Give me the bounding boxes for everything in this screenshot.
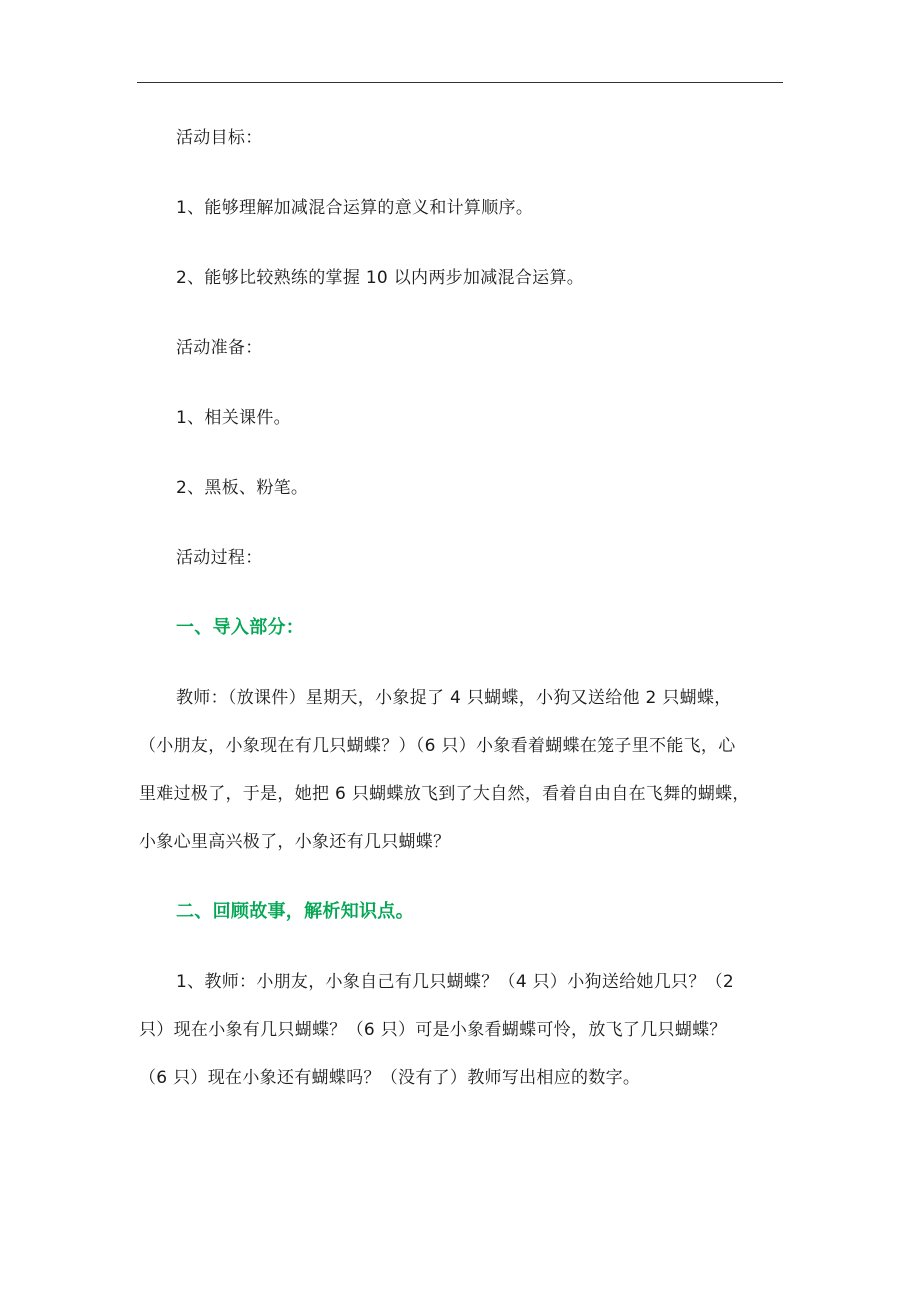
paragraph-line: （小朋友，小象现在有几只蝴蝶？）（6 只）小象看着蝴蝶在笼子里不能飞，心	[139, 736, 736, 756]
paragraph-line: （6 只）现在小象还有蝴蝶吗？（没有了）教师写出相应的数字。	[139, 1068, 641, 1088]
section-label-process: 活动过程：	[176, 548, 263, 568]
paragraph-line: 教师：（放课件）星期天，小象捉了 4 只蝴蝶，小狗又送给他 2 只蝴蝶，	[176, 688, 732, 708]
goal-item-2: 2、能够比较熟练的掌握 10 以内两步加减混合运算。	[176, 268, 585, 288]
paragraph-line: 里难过极了，于是，她把 6 只蝴蝶放飞到了大自然，看着自由自在飞舞的蝴蝶，	[139, 784, 750, 804]
preparation-item-2: 2、黑板、粉笔。	[176, 478, 309, 498]
section-label-goals: 活动目标：	[176, 128, 263, 148]
heading-introduction: 一、导入部分：	[176, 617, 305, 638]
goal-item-1: 1、能够理解加减混合运算的意义和计算顺序。	[176, 198, 534, 218]
preparation-item-1: 1、相关课件。	[176, 408, 291, 428]
section-label-preparation: 活动准备：	[176, 338, 263, 358]
paragraph-line: 只）现在小象有几只蝴蝶？（6 只）可是小象看蝴蝶可怜，放飞了几只蝴蝶？	[139, 1020, 727, 1040]
paragraph-line: 小象心里高兴极了，小象还有几只蝴蝶？	[139, 832, 451, 852]
heading-review: 二、回顾故事，解析知识点。	[176, 901, 414, 922]
paragraph-line: 1、教师：小朋友，小象自己有几只蝴蝶？（4 只）小狗送给她几只？（2	[176, 972, 735, 992]
header-rule	[137, 82, 783, 83]
